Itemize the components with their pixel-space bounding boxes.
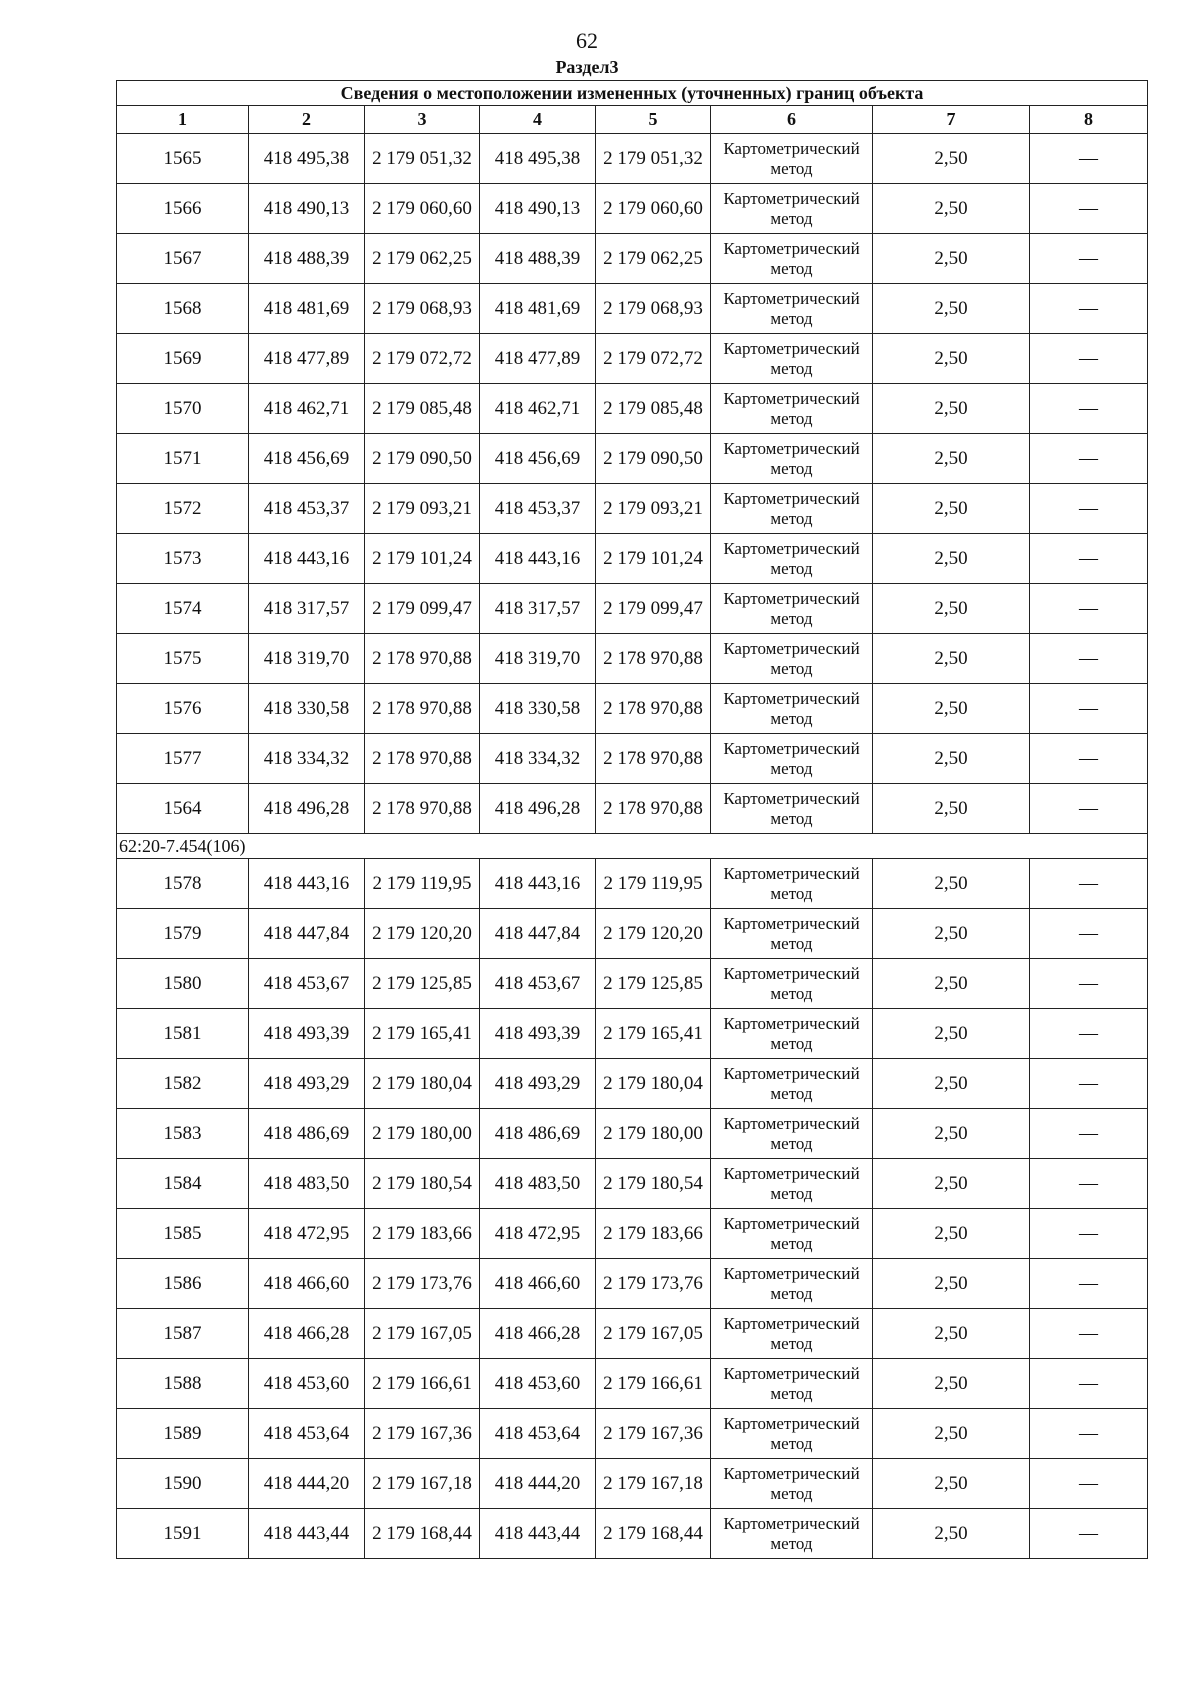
method-cell: Картометрический метод	[711, 1209, 873, 1259]
table-row	[117, 234, 1148, 284]
x-coordinate-new: 418 486,69	[480, 1109, 596, 1159]
x-coordinate-new: 418 466,60	[480, 1259, 596, 1309]
x-coordinate-old: 418 447,84	[249, 909, 365, 959]
y-coordinate-old: 2 179 180,00	[365, 1109, 480, 1159]
accuracy-cell: 2,50	[873, 1009, 1030, 1059]
column-header-row	[117, 106, 1148, 134]
table-row	[117, 1159, 1148, 1209]
table-row	[117, 1009, 1148, 1059]
y-coordinate-old: 2 178 970,88	[365, 734, 480, 784]
method-cell: Картометрический метод	[711, 1009, 873, 1059]
description-cell: —	[1030, 909, 1148, 959]
method-cell: Картометрический метод	[711, 909, 873, 959]
y-coordinate-old: 2 179 180,54	[365, 1159, 480, 1209]
description-cell: —	[1030, 1359, 1148, 1409]
point-number: 1570	[117, 384, 249, 434]
method-cell: Картометрический метод	[711, 1459, 873, 1509]
point-number: 1581	[117, 1009, 249, 1059]
y-coordinate-new: 2 179 060,60	[596, 184, 711, 234]
accuracy-cell: 2,50	[873, 184, 1030, 234]
x-coordinate-old: 418 493,39	[249, 1009, 365, 1059]
x-coordinate-old: 418 453,37	[249, 484, 365, 534]
description-cell: —	[1030, 334, 1148, 384]
table-row	[117, 584, 1148, 634]
y-coordinate-new: 2 179 062,25	[596, 234, 711, 284]
x-coordinate-new: 418 453,60	[480, 1359, 596, 1409]
description-cell: —	[1030, 859, 1148, 909]
point-number: 1589	[117, 1409, 249, 1459]
y-coordinate-new: 2 179 167,36	[596, 1409, 711, 1459]
description-cell: —	[1030, 284, 1148, 334]
point-number: 1566	[117, 184, 249, 234]
accuracy-cell: 2,50	[873, 1309, 1030, 1359]
description-cell: —	[1030, 959, 1148, 1009]
accuracy-cell: 2,50	[873, 484, 1030, 534]
point-number: 1583	[117, 1109, 249, 1159]
y-coordinate-old: 2 179 090,50	[365, 434, 480, 484]
point-number: 1585	[117, 1209, 249, 1259]
y-coordinate-new: 2 178 970,88	[596, 684, 711, 734]
point-number: 1569	[117, 334, 249, 384]
description-cell: —	[1030, 1109, 1148, 1159]
x-coordinate-new: 418 443,16	[480, 534, 596, 584]
method-cell: Картометрический метод	[711, 234, 873, 284]
method-cell: Картометрический метод	[711, 1359, 873, 1409]
point-number: 1577	[117, 734, 249, 784]
x-coordinate-new: 418 453,67	[480, 959, 596, 1009]
x-coordinate-old: 418 488,39	[249, 234, 365, 284]
accuracy-cell: 2,50	[873, 284, 1030, 334]
y-coordinate-new: 2 179 051,32	[596, 134, 711, 184]
table-row	[117, 1059, 1148, 1109]
y-coordinate-old: 2 178 970,88	[365, 684, 480, 734]
point-number: 1576	[117, 684, 249, 734]
accuracy-cell: 2,50	[873, 1059, 1030, 1109]
y-coordinate-old: 2 179 085,48	[365, 384, 480, 434]
x-coordinate-new: 418 444,20	[480, 1459, 596, 1509]
table-row	[117, 484, 1148, 534]
group-label-row	[117, 834, 1148, 859]
method-cell: Картометрический метод	[711, 959, 873, 1009]
y-coordinate-old: 2 179 173,76	[365, 1259, 480, 1309]
x-coordinate-old: 418 490,13	[249, 184, 365, 234]
method-cell: Картометрический метод	[711, 384, 873, 434]
x-coordinate-old: 418 334,32	[249, 734, 365, 784]
y-coordinate-new: 2 179 119,95	[596, 859, 711, 909]
x-coordinate-new: 418 477,89	[480, 334, 596, 384]
description-cell: —	[1030, 784, 1148, 834]
y-coordinate-old: 2 179 167,05	[365, 1309, 480, 1359]
x-coordinate-new: 418 456,69	[480, 434, 596, 484]
method-cell: Картометрический метод	[711, 1309, 873, 1359]
point-number: 1571	[117, 434, 249, 484]
y-coordinate-new: 2 179 166,61	[596, 1359, 711, 1409]
x-coordinate-new: 418 493,39	[480, 1009, 596, 1059]
x-coordinate-old: 418 456,69	[249, 434, 365, 484]
table-row	[117, 1309, 1148, 1359]
accuracy-cell: 2,50	[873, 909, 1030, 959]
table-row	[117, 959, 1148, 1009]
description-cell: —	[1030, 634, 1148, 684]
y-coordinate-old: 2 178 970,88	[365, 634, 480, 684]
method-cell: Картометрический метод	[711, 1509, 873, 1559]
y-coordinate-new: 2 179 168,44	[596, 1509, 711, 1559]
page-number: 62	[576, 28, 598, 53]
y-coordinate-old: 2 179 119,95	[365, 859, 480, 909]
group-label: 62:20-7.454(106)	[117, 834, 1148, 859]
point-number: 1579	[117, 909, 249, 959]
point-number: 1564	[117, 784, 249, 834]
x-coordinate-new: 418 317,57	[480, 584, 596, 634]
table-row	[117, 334, 1148, 384]
description-cell: —	[1030, 684, 1148, 734]
description-cell: —	[1030, 1509, 1148, 1559]
method-cell: Картометрический метод	[711, 734, 873, 784]
point-number: 1582	[117, 1059, 249, 1109]
point-number: 1586	[117, 1259, 249, 1309]
table-row	[117, 1109, 1148, 1159]
method-cell: Картометрический метод	[711, 634, 873, 684]
description-cell: —	[1030, 434, 1148, 484]
y-coordinate-old: 2 179 062,25	[365, 234, 480, 284]
y-coordinate-old: 2 179 093,21	[365, 484, 480, 534]
description-cell: —	[1030, 1259, 1148, 1309]
point-number: 1590	[117, 1459, 249, 1509]
method-cell: Картометрический метод	[711, 334, 873, 384]
column-header: 8	[1030, 106, 1148, 134]
table-row	[117, 384, 1148, 434]
table-row	[117, 434, 1148, 484]
x-coordinate-old: 418 319,70	[249, 634, 365, 684]
x-coordinate-new: 418 443,16	[480, 859, 596, 909]
method-cell: Картометрический метод	[711, 1059, 873, 1109]
x-coordinate-old: 418 466,28	[249, 1309, 365, 1359]
accuracy-cell: 2,50	[873, 1509, 1030, 1559]
x-coordinate-new: 418 334,32	[480, 734, 596, 784]
table-row	[117, 184, 1148, 234]
method-cell: Картометрический метод	[711, 684, 873, 734]
table-title-row	[117, 81, 1148, 106]
x-coordinate-new: 418 490,13	[480, 184, 596, 234]
point-number: 1565	[117, 134, 249, 184]
x-coordinate-old: 418 443,16	[249, 859, 365, 909]
accuracy-cell: 2,50	[873, 784, 1030, 834]
column-header: 1	[117, 106, 249, 134]
accuracy-cell: 2,50	[873, 1109, 1030, 1159]
table-row	[117, 1209, 1148, 1259]
column-header: 6	[711, 106, 873, 134]
y-coordinate-new: 2 179 093,21	[596, 484, 711, 534]
table-row	[117, 634, 1148, 684]
table-row	[117, 284, 1148, 334]
y-coordinate-old: 2 179 072,72	[365, 334, 480, 384]
x-coordinate-old: 418 317,57	[249, 584, 365, 634]
x-coordinate-new: 418 319,70	[480, 634, 596, 684]
description-cell: —	[1030, 1459, 1148, 1509]
x-coordinate-new: 418 453,37	[480, 484, 596, 534]
y-coordinate-new: 2 179 068,93	[596, 284, 711, 334]
accuracy-cell: 2,50	[873, 384, 1030, 434]
x-coordinate-old: 418 493,29	[249, 1059, 365, 1109]
y-coordinate-old: 2 179 165,41	[365, 1009, 480, 1059]
x-coordinate-new: 418 443,44	[480, 1509, 596, 1559]
table-row	[117, 134, 1148, 184]
method-cell: Картометрический метод	[711, 1159, 873, 1209]
section-title: Раздел3	[555, 57, 619, 77]
y-coordinate-old: 2 178 970,88	[365, 784, 480, 834]
table-row	[117, 1259, 1148, 1309]
y-coordinate-old: 2 179 167,18	[365, 1459, 480, 1509]
method-cell: Картометрический метод	[711, 184, 873, 234]
x-coordinate-old: 418 443,44	[249, 1509, 365, 1559]
point-number: 1568	[117, 284, 249, 334]
method-cell: Картометрический метод	[711, 434, 873, 484]
y-coordinate-old: 2 179 101,24	[365, 534, 480, 584]
table-row	[117, 684, 1148, 734]
x-coordinate-new: 418 472,95	[480, 1209, 596, 1259]
y-coordinate-new: 2 178 970,88	[596, 634, 711, 684]
method-cell: Картометрический метод	[711, 484, 873, 534]
method-cell: Картометрический метод	[711, 584, 873, 634]
table-row	[117, 1509, 1148, 1559]
accuracy-cell: 2,50	[873, 634, 1030, 684]
description-cell: —	[1030, 1409, 1148, 1459]
accuracy-cell: 2,50	[873, 1359, 1030, 1409]
x-coordinate-new: 418 493,29	[480, 1059, 596, 1109]
accuracy-cell: 2,50	[873, 584, 1030, 634]
accuracy-cell: 2,50	[873, 1209, 1030, 1259]
accuracy-cell: 2,50	[873, 859, 1030, 909]
point-number: 1572	[117, 484, 249, 534]
accuracy-cell: 2,50	[873, 434, 1030, 484]
accuracy-cell: 2,50	[873, 734, 1030, 784]
point-number: 1587	[117, 1309, 249, 1359]
x-coordinate-new: 418 462,71	[480, 384, 596, 434]
y-coordinate-new: 2 179 101,24	[596, 534, 711, 584]
description-cell: —	[1030, 1159, 1148, 1209]
x-coordinate-old: 418 453,60	[249, 1359, 365, 1409]
x-coordinate-old: 418 453,67	[249, 959, 365, 1009]
point-number: 1591	[117, 1509, 249, 1559]
y-coordinate-old: 2 179 180,04	[365, 1059, 480, 1109]
accuracy-cell: 2,50	[873, 1159, 1030, 1209]
y-coordinate-new: 2 179 165,41	[596, 1009, 711, 1059]
x-coordinate-new: 418 483,50	[480, 1159, 596, 1209]
x-coordinate-old: 418 453,64	[249, 1409, 365, 1459]
column-header: 5	[596, 106, 711, 134]
x-coordinate-old: 418 466,60	[249, 1259, 365, 1309]
table-row	[117, 859, 1148, 909]
x-coordinate-old: 418 462,71	[249, 384, 365, 434]
method-cell: Картометрический метод	[711, 534, 873, 584]
x-coordinate-old: 418 481,69	[249, 284, 365, 334]
accuracy-cell: 2,50	[873, 1409, 1030, 1459]
description-cell: —	[1030, 184, 1148, 234]
y-coordinate-new: 2 179 099,47	[596, 584, 711, 634]
x-coordinate-old: 418 444,20	[249, 1459, 365, 1509]
x-coordinate-new: 418 330,58	[480, 684, 596, 734]
y-coordinate-new: 2 179 072,72	[596, 334, 711, 384]
point-number: 1580	[117, 959, 249, 1009]
point-number: 1588	[117, 1359, 249, 1409]
y-coordinate-old: 2 179 168,44	[365, 1509, 480, 1559]
method-cell: Картометрический метод	[711, 1109, 873, 1159]
table-row	[117, 784, 1148, 834]
table-row	[117, 534, 1148, 584]
x-coordinate-old: 418 443,16	[249, 534, 365, 584]
y-coordinate-new: 2 179 167,18	[596, 1459, 711, 1509]
method-cell: Картометрический метод	[711, 134, 873, 184]
method-cell: Картометрический метод	[711, 1259, 873, 1309]
column-header: 3	[365, 106, 480, 134]
x-coordinate-new: 418 453,64	[480, 1409, 596, 1459]
y-coordinate-old: 2 179 183,66	[365, 1209, 480, 1259]
method-cell: Картометрический метод	[711, 859, 873, 909]
x-coordinate-new: 418 496,28	[480, 784, 596, 834]
boundary-coordinates-table	[116, 80, 1148, 1559]
table-row	[117, 1409, 1148, 1459]
y-coordinate-old: 2 179 120,20	[365, 909, 480, 959]
y-coordinate-new: 2 178 970,88	[596, 784, 711, 834]
description-cell: —	[1030, 1059, 1148, 1109]
description-cell: —	[1030, 384, 1148, 434]
x-coordinate-old: 418 495,38	[249, 134, 365, 184]
y-coordinate-new: 2 178 970,88	[596, 734, 711, 784]
description-cell: —	[1030, 1209, 1148, 1259]
description-cell: —	[1030, 234, 1148, 284]
table-row	[117, 734, 1148, 784]
point-number: 1573	[117, 534, 249, 584]
y-coordinate-new: 2 179 180,00	[596, 1109, 711, 1159]
x-coordinate-old: 418 483,50	[249, 1159, 365, 1209]
point-number: 1584	[117, 1159, 249, 1209]
accuracy-cell: 2,50	[873, 959, 1030, 1009]
y-coordinate-new: 2 179 183,66	[596, 1209, 711, 1259]
y-coordinate-new: 2 179 120,20	[596, 909, 711, 959]
y-coordinate-old: 2 179 166,61	[365, 1359, 480, 1409]
y-coordinate-new: 2 179 167,05	[596, 1309, 711, 1359]
accuracy-cell: 2,50	[873, 1259, 1030, 1309]
table-row	[117, 1459, 1148, 1509]
point-number: 1575	[117, 634, 249, 684]
y-coordinate-old: 2 179 125,85	[365, 959, 480, 1009]
x-coordinate-new: 418 488,39	[480, 234, 596, 284]
description-cell: —	[1030, 134, 1148, 184]
point-number: 1578	[117, 859, 249, 909]
x-coordinate-new: 418 466,28	[480, 1309, 596, 1359]
y-coordinate-new: 2 179 085,48	[596, 384, 711, 434]
accuracy-cell: 2,50	[873, 234, 1030, 284]
column-header: 4	[480, 106, 596, 134]
accuracy-cell: 2,50	[873, 1459, 1030, 1509]
accuracy-cell: 2,50	[873, 534, 1030, 584]
x-coordinate-old: 418 477,89	[249, 334, 365, 384]
accuracy-cell: 2,50	[873, 684, 1030, 734]
point-number: 1567	[117, 234, 249, 284]
method-cell: Картометрический метод	[711, 784, 873, 834]
y-coordinate-new: 2 179 173,76	[596, 1259, 711, 1309]
y-coordinate-old: 2 179 167,36	[365, 1409, 480, 1459]
description-cell: —	[1030, 1309, 1148, 1359]
x-coordinate-old: 418 330,58	[249, 684, 365, 734]
y-coordinate-new: 2 179 180,54	[596, 1159, 711, 1209]
description-cell: —	[1030, 484, 1148, 534]
y-coordinate-new: 2 179 090,50	[596, 434, 711, 484]
method-cell: Картометрический метод	[711, 284, 873, 334]
x-coordinate-new: 418 481,69	[480, 284, 596, 334]
y-coordinate-old: 2 179 068,93	[365, 284, 480, 334]
x-coordinate-old: 418 472,95	[249, 1209, 365, 1259]
x-coordinate-new: 418 495,38	[480, 134, 596, 184]
method-cell: Картометрический метод	[711, 1409, 873, 1459]
accuracy-cell: 2,50	[873, 334, 1030, 384]
column-header: 2	[249, 106, 365, 134]
column-header: 7	[873, 106, 1030, 134]
y-coordinate-old: 2 179 051,32	[365, 134, 480, 184]
y-coordinate-new: 2 179 180,04	[596, 1059, 711, 1109]
description-cell: —	[1030, 1009, 1148, 1059]
table-title: Сведения о местоположении измененных (уточненных) границ объекта	[117, 81, 1148, 106]
point-number: 1574	[117, 584, 249, 634]
y-coordinate-new: 2 179 125,85	[596, 959, 711, 1009]
table-row	[117, 1359, 1148, 1409]
description-cell: —	[1030, 584, 1148, 634]
y-coordinate-old: 2 179 060,60	[365, 184, 480, 234]
x-coordinate-old: 418 496,28	[249, 784, 365, 834]
x-coordinate-old: 418 486,69	[249, 1109, 365, 1159]
description-cell: —	[1030, 734, 1148, 784]
table-row	[117, 909, 1148, 959]
x-coordinate-new: 418 447,84	[480, 909, 596, 959]
description-cell: —	[1030, 534, 1148, 584]
accuracy-cell: 2,50	[873, 134, 1030, 184]
y-coordinate-old: 2 179 099,47	[365, 584, 480, 634]
